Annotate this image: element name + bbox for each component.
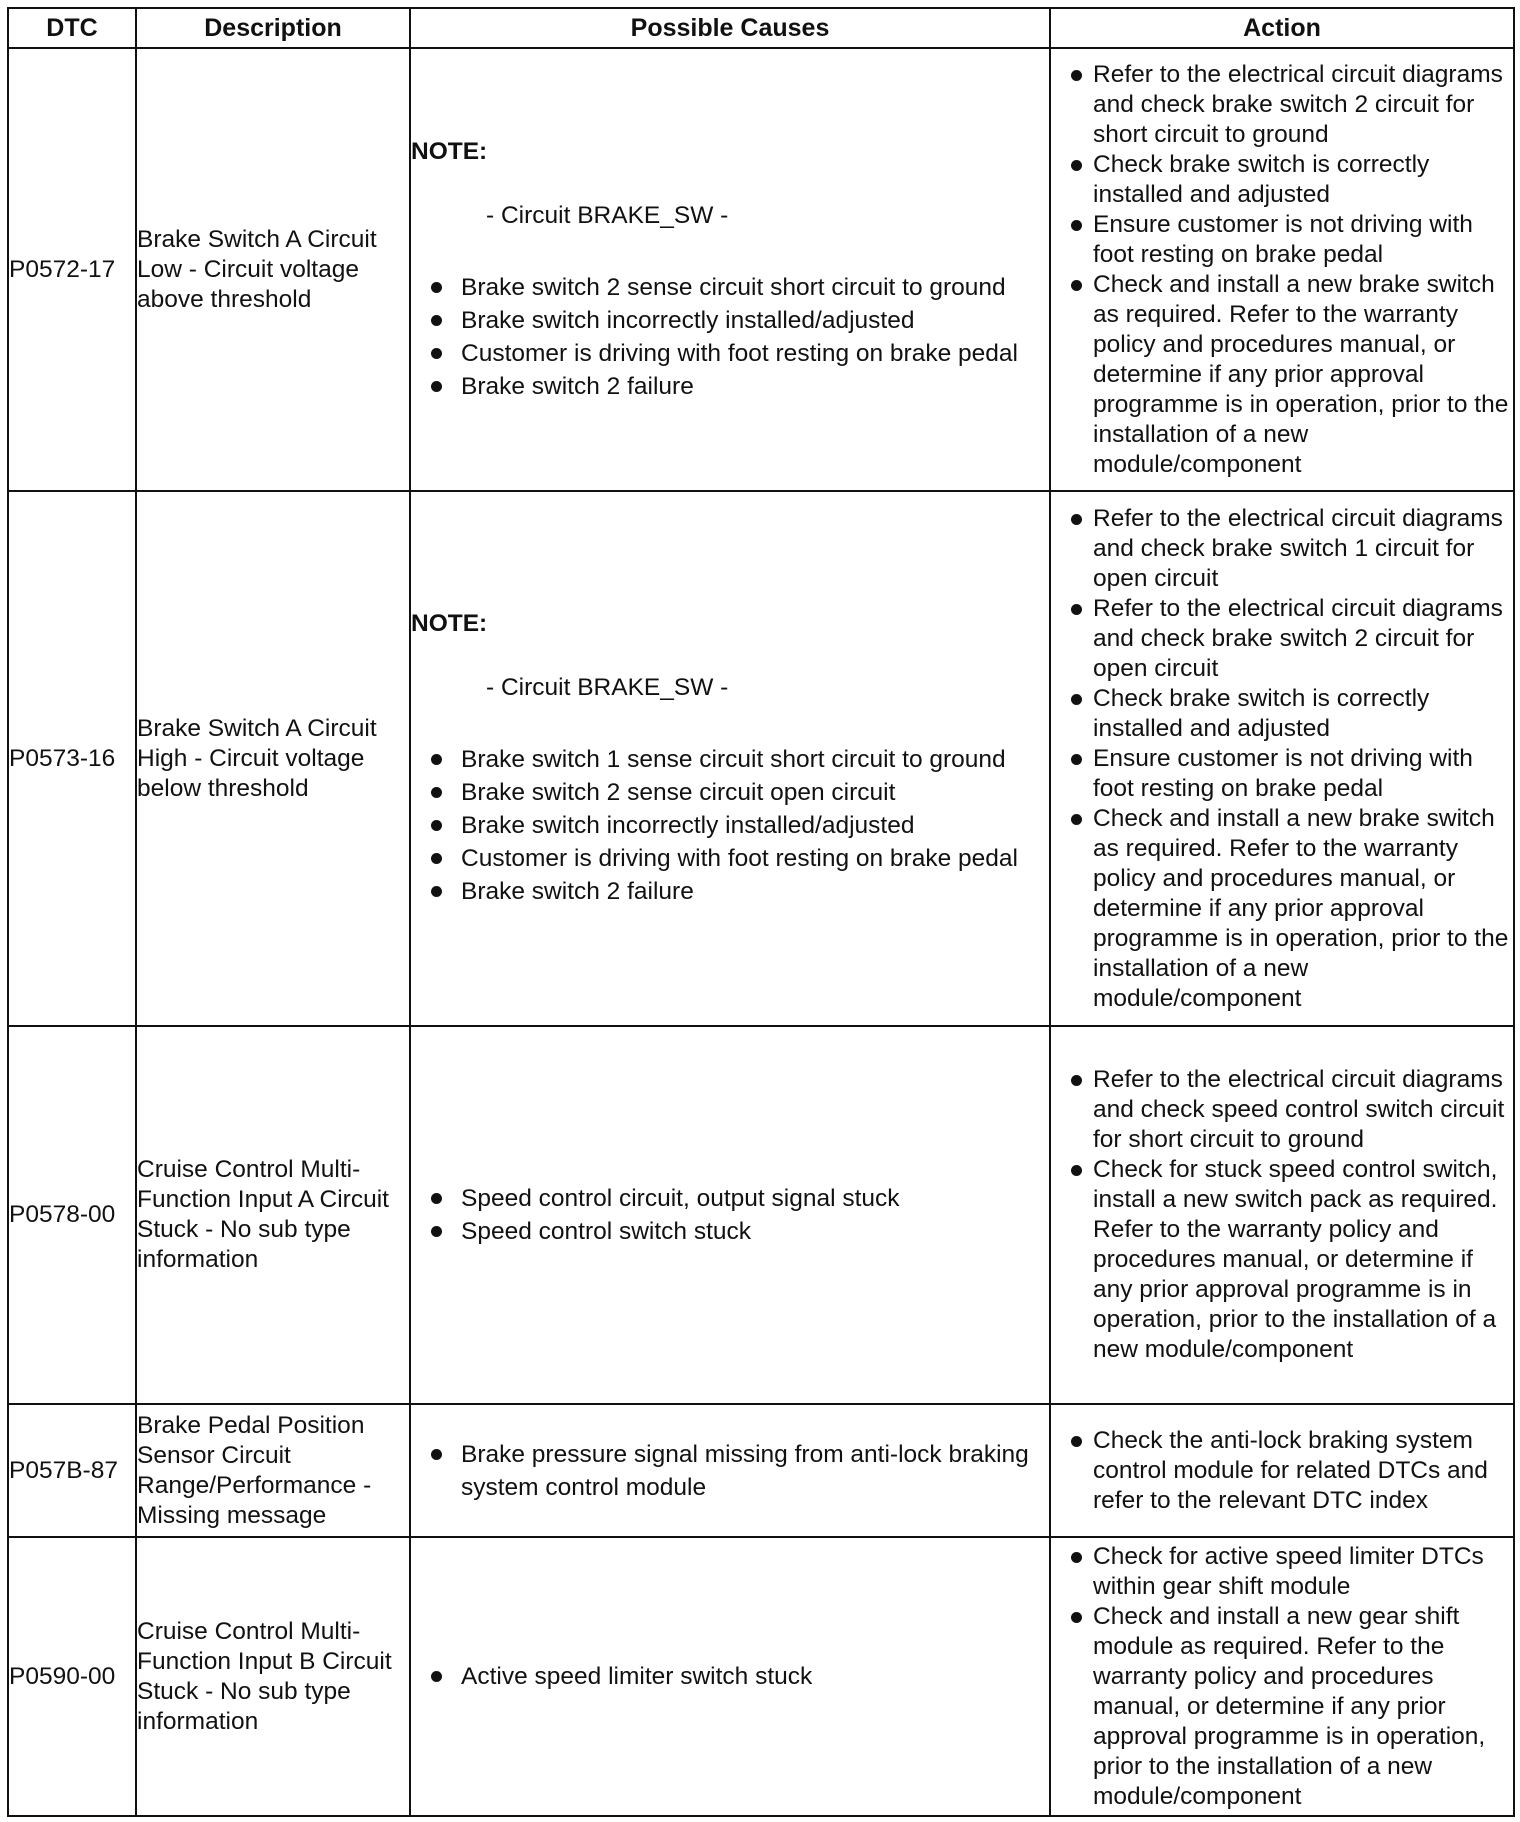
list-item: Customer is driving with foot resting on brake pedal — [411, 842, 1049, 875]
dtc-description: Cruise Control Multi-Function Input B Circuit Stuck - No sub type information — [136, 1537, 410, 1816]
dtc-code: P0590-00 — [8, 1537, 136, 1816]
actions-list — [1051, 60, 1513, 480]
list-item: Check brake switch is correctly installed and adjusted — [1051, 150, 1513, 210]
note-circuit: - Circuit BRAKE_SW - — [486, 674, 729, 701]
dtc-code: P0572-17 — [8, 48, 136, 491]
possible-causes-cell — [410, 1404, 1050, 1537]
list-item: Ensure customer is not driving with foot resting on brake pedal — [1051, 744, 1513, 804]
list-item: Brake switch 2 failure — [411, 875, 1049, 908]
list-item: Check and install a new brake switch as required. Refer to the warranty policy and procedures manual, or determine if any prior approval programme is in operation, prior to the installation of a new module/component — [1051, 804, 1513, 1014]
table-row — [8, 1404, 1514, 1537]
table-row — [8, 48, 1514, 491]
list-item: Brake switch 2 failure — [411, 370, 1049, 403]
actions-list — [1051, 1542, 1513, 1812]
action-cell — [1050, 48, 1514, 491]
list-item: Speed control circuit, output signal stuck — [411, 1182, 1049, 1215]
table-row — [8, 1026, 1514, 1404]
causes-list — [411, 1182, 1049, 1248]
dtc-description: Cruise Control Multi-Function Input A Circuit Stuck - No sub type information — [136, 1026, 410, 1404]
action-cell — [1050, 1537, 1514, 1816]
actions-list — [1051, 1065, 1513, 1365]
dtc-description: Brake Pedal Position Sensor Circuit Range/Performance - Missing message — [136, 1404, 410, 1537]
list-item: Refer to the electrical circuit diagrams and check brake switch 2 circuit for open circuit — [1051, 594, 1513, 684]
note-label: NOTE: — [411, 137, 488, 165]
action-cell — [1050, 1404, 1514, 1537]
note-circuit: - Circuit BRAKE_SW - — [486, 201, 729, 229]
dtc-table — [7, 7, 1515, 1817]
causes-list — [411, 1660, 1049, 1693]
action-cell — [1050, 491, 1514, 1026]
possible-causes-cell — [410, 1537, 1050, 1816]
list-item: Refer to the electrical circuit diagrams and check brake switch 1 circuit for open circuit — [1051, 504, 1513, 594]
dtc-description: Brake Switch A Circuit Low - Circuit voltage above threshold — [136, 48, 410, 491]
list-item: Brake switch 2 sense circuit open circuit — [411, 776, 1049, 809]
list-item: Check and install a new gear shift module as required. Refer to the warranty policy and procedures manual, or determine if any prior approval programme is in operation, prior to the installation of a new module/component — [1051, 1602, 1513, 1812]
list-item: Brake pressure signal missing from anti-lock braking system control module — [411, 1438, 1049, 1504]
causes-list — [411, 743, 1049, 908]
list-item: Brake switch 1 sense circuit short circuit to ground — [411, 743, 1049, 776]
actions-list — [1051, 504, 1513, 1014]
list-item: Check and install a new brake switch as required. Refer to the warranty policy and procedures manual, or determine if any prior approval programme is in operation, prior to the installation of a new module/component — [1051, 270, 1513, 480]
list-item: Customer is driving with foot resting on brake pedal — [411, 337, 1049, 370]
table-header-row — [8, 8, 1514, 48]
list-item: Check brake switch is correctly installed and adjusted — [1051, 684, 1513, 744]
list-item: Check for stuck speed control switch, install a new switch pack as required. Refer to the warranty policy and procedures manual, or determine if any prior approval programme is in operation, prior to the installation of a new module/component — [1051, 1155, 1513, 1365]
possible-causes-cell — [410, 491, 1050, 1026]
dtc-code: P0573-16 — [8, 491, 136, 1026]
list-item: Speed control switch stuck — [411, 1215, 1049, 1248]
note-label: NOTE: — [411, 610, 488, 637]
list-item: Check for active speed limiter DTCs within gear shift module — [1051, 1542, 1513, 1602]
list-item: Check the anti-lock braking system control module for related DTCs and refer to the relevant DTC index — [1051, 1426, 1513, 1516]
causes-list — [411, 1438, 1049, 1504]
header-possible-causes: Possible Causes — [410, 8, 1050, 48]
header-dtc: DTC — [8, 8, 136, 48]
list-item: Brake switch 2 sense circuit short circuit to ground — [411, 271, 1049, 304]
action-cell — [1050, 1026, 1514, 1404]
possible-causes-cell — [410, 1026, 1050, 1404]
list-item: Brake switch incorrectly installed/adjusted — [411, 809, 1049, 842]
list-item: Brake switch incorrectly installed/adjusted — [411, 304, 1049, 337]
list-item: Refer to the electrical circuit diagrams and check speed control switch circuit for short circuit to ground — [1051, 1065, 1513, 1155]
list-item: Ensure customer is not driving with foot resting on brake pedal — [1051, 210, 1513, 270]
dtc-code: P0578-00 — [8, 1026, 136, 1404]
actions-list — [1051, 1426, 1513, 1516]
table-row — [8, 491, 1514, 1026]
header-description: Description — [136, 8, 410, 48]
list-item: Refer to the electrical circuit diagrams and check brake switch 2 circuit for short circuit to ground — [1051, 60, 1513, 150]
header-action: Action — [1050, 8, 1514, 48]
dtc-description: Brake Switch A Circuit High - Circuit voltage below threshold — [136, 491, 410, 1026]
causes-list — [411, 271, 1049, 403]
table-row — [8, 1537, 1514, 1816]
list-item: Active speed limiter switch stuck — [411, 1660, 1049, 1693]
dtc-code: P057B-87 — [8, 1404, 136, 1537]
possible-causes-cell — [410, 48, 1050, 491]
